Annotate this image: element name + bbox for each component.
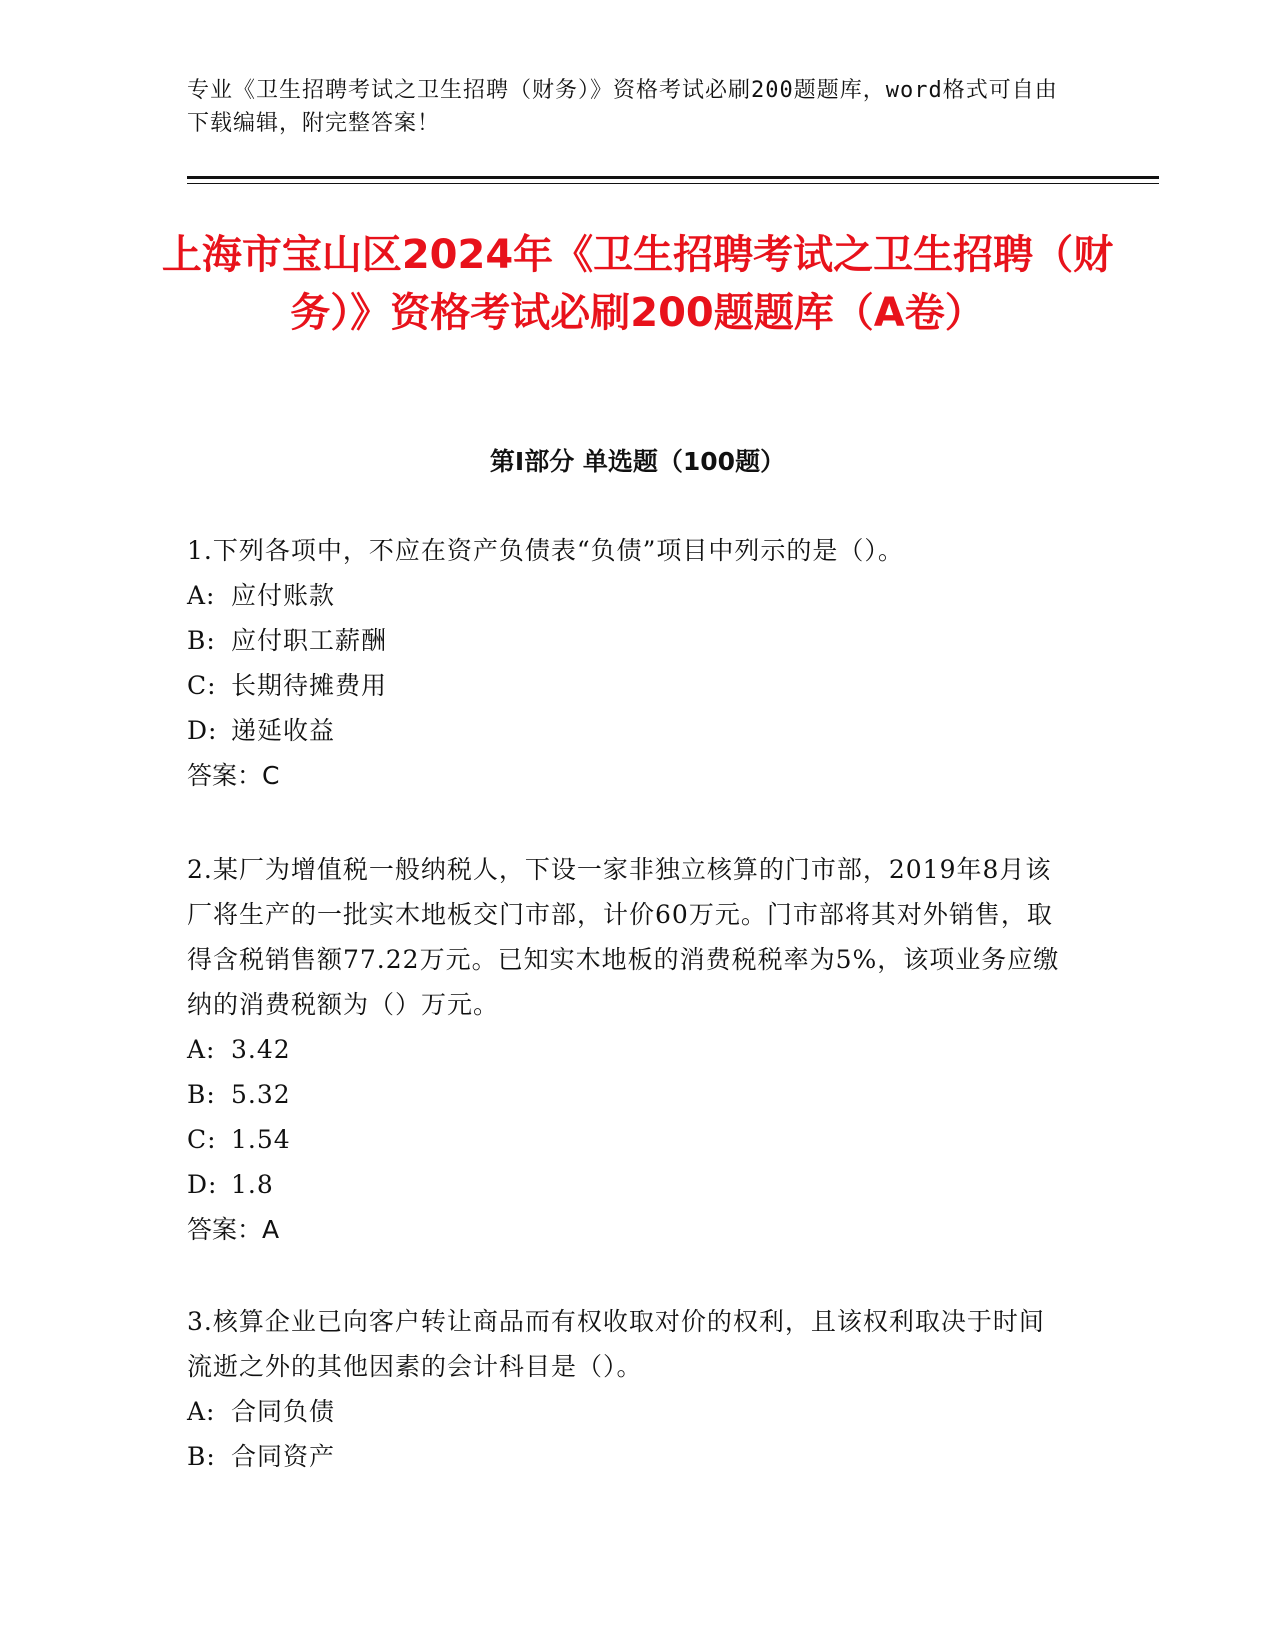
header-note: 专业《卫生招聘考试之卫生招聘（财务）》资格考试必刷200题题库，word格式可自由下载编辑，附完整答案！	[187, 78, 1058, 136]
option-key: A:	[187, 581, 216, 610]
option-text: 应付职工薪酬	[231, 626, 388, 655]
header-rule-thin	[187, 183, 1159, 184]
option-text: 5.32	[231, 1080, 291, 1109]
option-key: D:	[187, 716, 218, 745]
option-a	[187, 573, 1067, 618]
question-2	[187, 847, 1067, 1253]
option-text: 1.8	[231, 1170, 274, 1199]
option-key: B:	[187, 1080, 216, 1109]
document-title: 上海市宝山区2024年《卫生招聘考试之卫生招聘（财务）》资格考试必刷200题题库（A卷）	[161, 232, 1114, 336]
section-heading: 第Ⅰ部分 单选题（100题）	[489, 447, 786, 476]
option-key: A:	[187, 1035, 216, 1064]
question-list	[187, 528, 1067, 1523]
option-text: 长期待摊费用	[231, 671, 388, 700]
option-text: 合同资产	[231, 1442, 336, 1471]
question-stem: 1.下列各项中，不应在资产负债表“负债”项目中列示的是（）。	[187, 536, 904, 565]
option-key: B:	[187, 626, 216, 655]
option-text: 3.42	[231, 1035, 291, 1064]
header-rule-thick	[187, 176, 1159, 179]
option-text: 应付账款	[231, 581, 336, 610]
option-d	[187, 708, 1067, 753]
option-text: 合同负债	[231, 1397, 336, 1426]
option-key: D:	[187, 1170, 218, 1199]
option-text: 递延收益	[231, 716, 336, 745]
answer-line: 答案：C	[187, 761, 280, 790]
option-d	[187, 1162, 1067, 1207]
question-stem: 3.核算企业已向客户转让商品而有权收取对价的权利，且该权利取决于时间流逝之外的其他因素的会计科目是（）。	[187, 1307, 1045, 1381]
option-b	[187, 1072, 1067, 1117]
question-1	[187, 528, 1067, 799]
option-b	[187, 1434, 1067, 1479]
option-b	[187, 618, 1067, 663]
option-key: C:	[187, 1125, 217, 1154]
option-key: A:	[187, 1397, 216, 1426]
option-c	[187, 1117, 1067, 1162]
question-stem: 2.某厂为增值税一般纳税人，下设一家非独立核算的门市部，2019年8月该厂将生产的一批实木地板交门市部，计价60万元。门市部将其对外销售，取得含税销售额77.22万元。已知实木地板的消费税税率为5%，该项业务应缴纳的消费税额为（）万元。	[187, 855, 1060, 1019]
option-text: 1.54	[231, 1125, 291, 1154]
answer-line: 答案：A	[187, 1215, 280, 1244]
option-a	[187, 1027, 1067, 1072]
option-key: C:	[187, 671, 217, 700]
option-key: B:	[187, 1442, 216, 1471]
option-a	[187, 1389, 1067, 1434]
option-c	[187, 663, 1067, 708]
question-3	[187, 1299, 1067, 1479]
